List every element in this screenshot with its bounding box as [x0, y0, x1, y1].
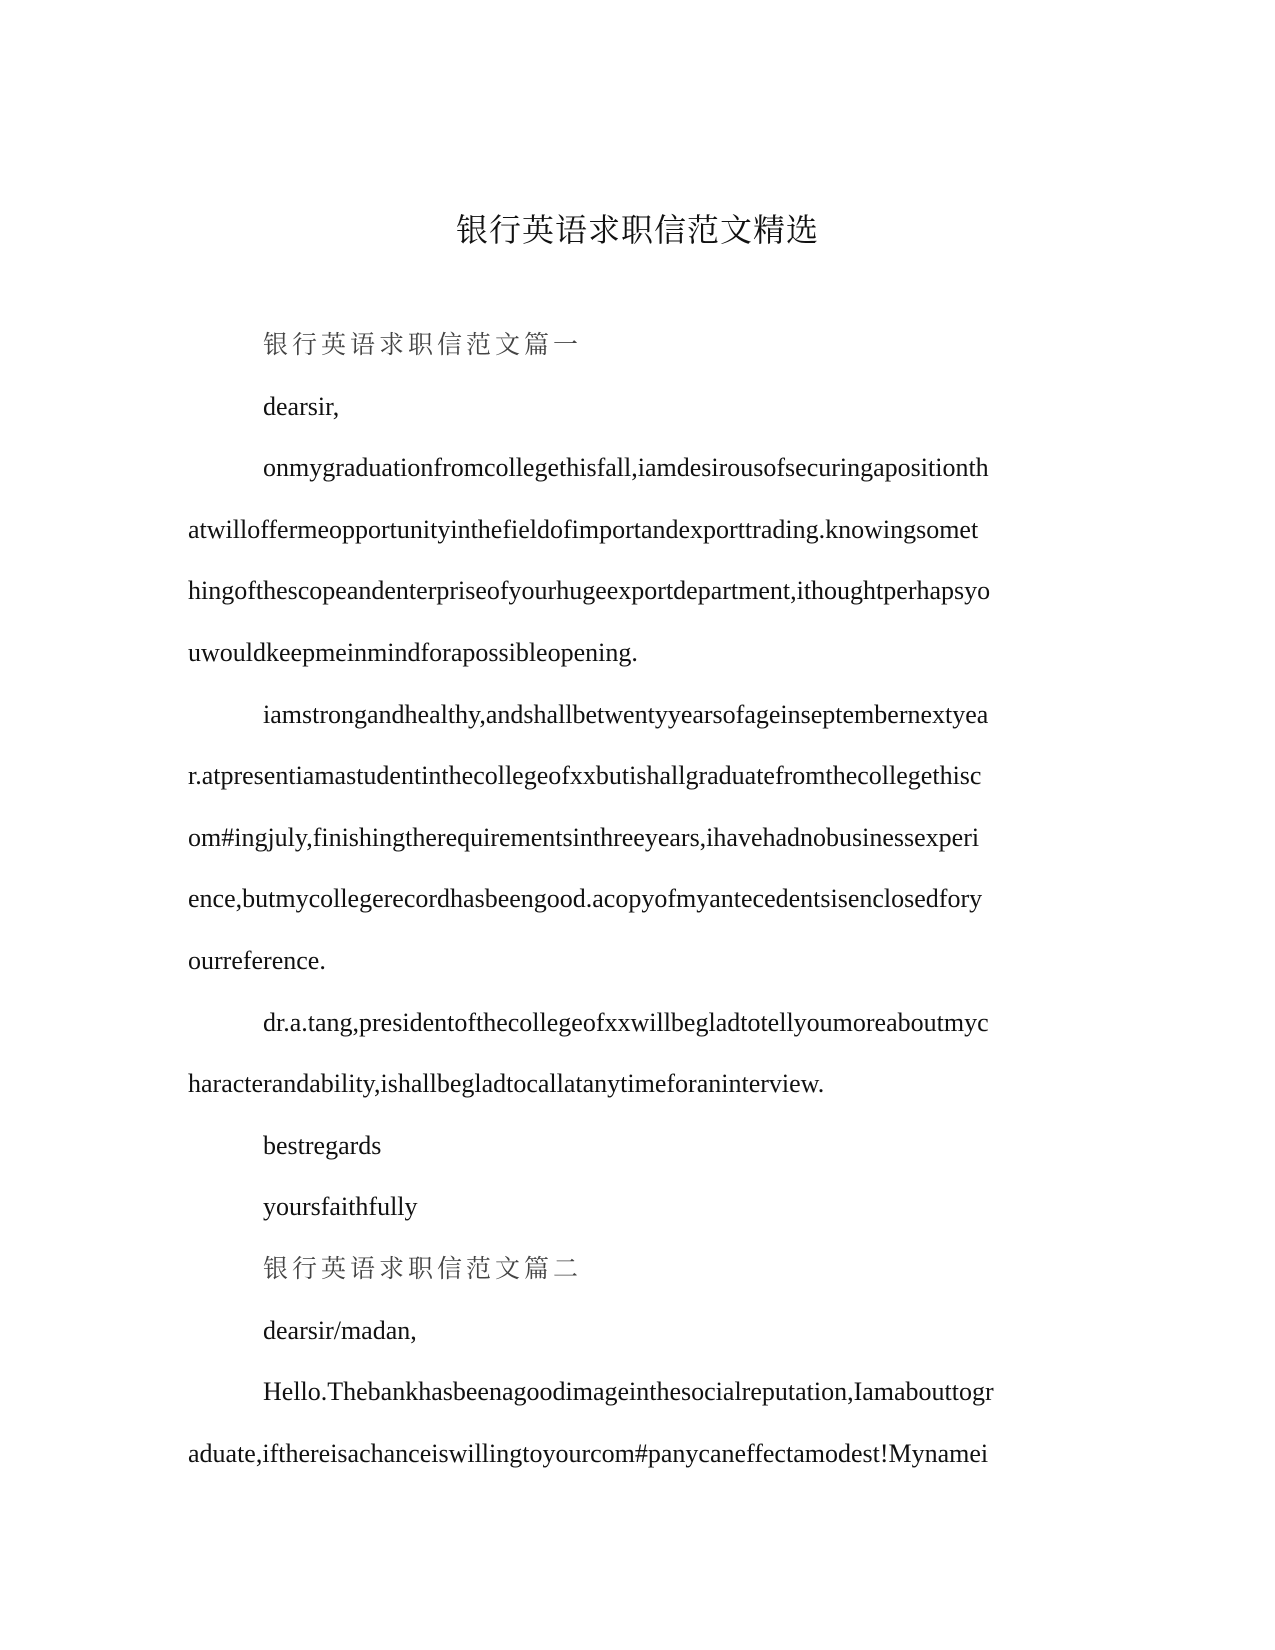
section-heading-1: 银行英语求职信范文篇一: [263, 330, 583, 359]
paragraph-line: aduate,ifthereisachanceiswillingtoyourcom#panycaneffectamodest!Mynamei: [188, 1438, 989, 1468]
paragraph-line: atwillofferme​opportunityinthefieldofimportandexporttrading.knowingsomet: [188, 514, 979, 544]
paragraph-line: uwouldkeepmeinmindforapossibleopening.: [188, 637, 638, 667]
paragraph-line: iamstrongandhealthy,andshallbetwentyyearsofageinseptembernextyea: [263, 699, 989, 729]
section-heading-2: 银行英语求职信范文篇二: [263, 1253, 583, 1283]
paragraph-line: onmygraduationfromcollegethisfall,iamdesirousofsecuringapositionth: [263, 453, 989, 483]
paragraph-line: Hello.Thebankhasbeenagoodimageinthesocialreputation,Iamabouttogr: [263, 1377, 994, 1407]
paragraph-line: r.atpresentiamastudentinthecollegeofxxbutishallgraduatefromthecollegethisc: [188, 761, 982, 791]
salutation-1: dearsir,: [263, 391, 340, 421]
paragraph-line: dr.a.tang,presidentofthecollegeofxxwillbegladtotellyoumoreaboutmyc: [263, 1007, 989, 1037]
document-body: [188, 325, 1088, 1495]
signoff-line: yoursfaithfully: [263, 1192, 418, 1222]
paragraph-line: hingofthescopeandenterpriseofyourhugeexportdepartment,ithoughtperhapsyo: [188, 576, 991, 606]
paragraph-line: om#ingjuly,finishingtherequirementsinthreeyears,ihavehadnobusinessexperi: [188, 822, 980, 852]
paragraph-line: ence,butmycollegerecordhasbeengood.acopyofmyantecedentsisenclosedfory: [188, 884, 983, 914]
document-title: 银行英语求职信范文精选: [455, 211, 819, 249]
closing-line: bestregards: [263, 1130, 382, 1160]
salutation-2: dearsir/madan,: [263, 1315, 417, 1345]
paragraph-line: ourreference.: [188, 945, 326, 975]
paragraph-line: haracterandability,ishallbegladtocallatanytimeforaninterview.: [188, 1069, 825, 1099]
